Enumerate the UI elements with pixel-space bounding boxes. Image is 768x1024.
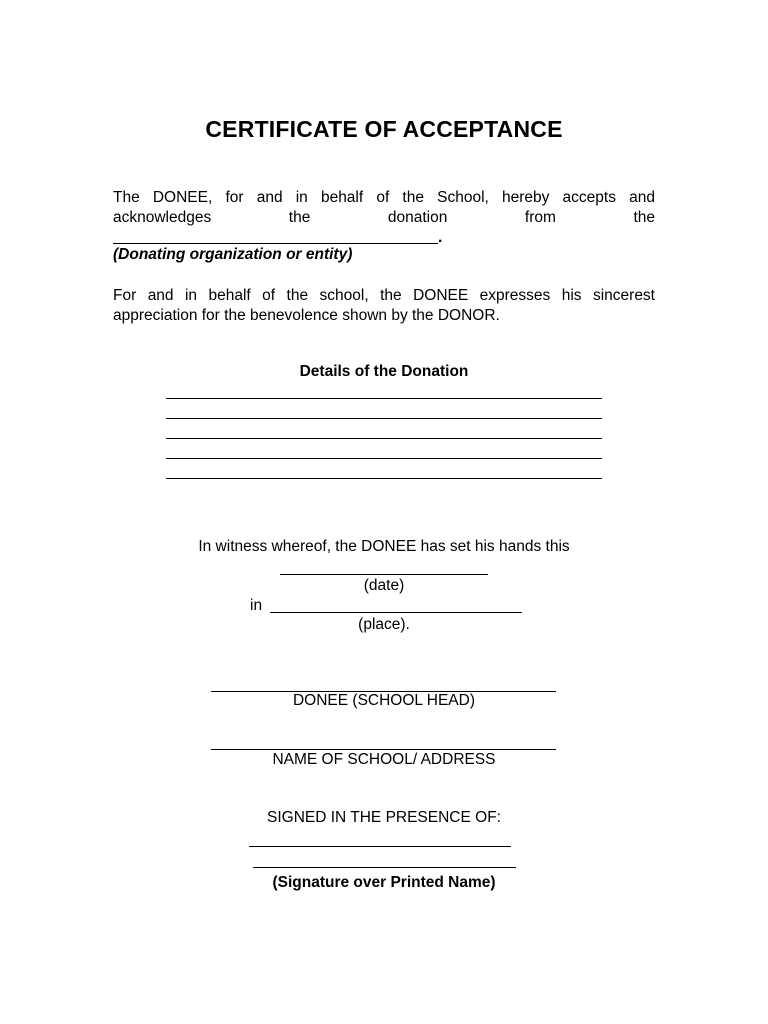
witness-statement: In witness whereof, the DONEE has set his hands this — [198, 538, 570, 555]
details-line[interactable] — [166, 478, 602, 479]
place-blank[interactable] — [270, 612, 522, 613]
details-line[interactable] — [166, 458, 602, 459]
donor-name-blank[interactable] — [113, 243, 438, 244]
presence-label: SIGNED IN THE PRESENCE OF: — [267, 809, 501, 826]
place-caption: (place). — [358, 616, 410, 633]
school-caption: NAME OF SCHOOL/ ADDRESS — [272, 751, 496, 768]
page-title: CERTIFICATE OF ACCEPTANCE — [205, 116, 563, 142]
details-heading: Details of the Donation — [299, 363, 469, 380]
witness-caption: (Signature over Printed Name) — [272, 874, 496, 891]
date-blank[interactable] — [280, 574, 488, 575]
acceptance-line-1: The DONEE, for and in behalf of the School, hereby accepts and — [113, 189, 655, 206]
school-address-blank[interactable] — [211, 749, 556, 750]
in-label: in — [250, 597, 263, 614]
date-caption: (date) — [363, 577, 405, 594]
witness-signature-blank-1[interactable] — [249, 846, 511, 847]
donor-line-period: . — [438, 229, 443, 246]
donor-caption: (Donating organization or entity) — [113, 246, 353, 263]
details-line[interactable] — [166, 418, 602, 419]
witness-signature-blank-2[interactable] — [253, 867, 516, 868]
appreciation-line-2: appreciation for the benevolence shown by the DONOR. — [113, 307, 500, 324]
details-line[interactable] — [166, 398, 602, 399]
acceptance-line-2: acknowledges the donation from the — [113, 209, 655, 226]
details-line[interactable] — [166, 438, 602, 439]
donee-caption: DONEE (SCHOOL HEAD) — [292, 692, 475, 709]
appreciation-line-1: For and in behalf of the school, the DONEE expresses his sincerest — [113, 287, 655, 304]
